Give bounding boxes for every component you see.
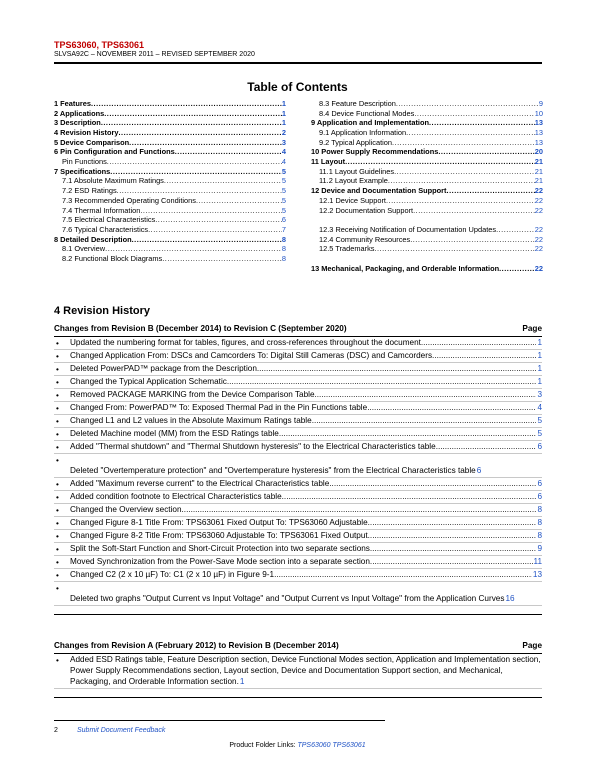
toc-page-link[interactable]: 4	[281, 157, 286, 167]
toc-leader-dots	[110, 167, 282, 177]
revision-item-text: Changed Figure 8-1 Title From: TPS63061 Fixed Output To: TPS63060 Adjustable	[70, 518, 368, 527]
revision-b-heading-row	[54, 640, 542, 654]
revision-item	[54, 363, 542, 376]
revision-item-body	[70, 530, 542, 541]
toc-entry-label: 6 Pin Configuration and Functions	[54, 147, 175, 157]
part-numbers[interactable]: TPS63060, TPS63061	[54, 40, 145, 50]
toc-leader-dots	[388, 176, 535, 186]
revision-page-link[interactable]: 5	[537, 429, 542, 438]
revision-item	[54, 428, 542, 441]
revision-c-heading-row	[54, 323, 542, 337]
toc-leader-dots	[129, 138, 282, 148]
toc-leader-dots	[132, 235, 282, 245]
revision-item-body	[70, 350, 542, 361]
toc-page-link[interactable]: 21	[534, 166, 543, 176]
toc-entry[interactable]	[311, 118, 543, 128]
bullet-icon: •	[56, 545, 59, 554]
toc-entry[interactable]	[54, 186, 286, 196]
revision-item-body	[70, 376, 542, 387]
toc-page-link[interactable]: 3	[281, 137, 286, 147]
toc-leader-dots	[155, 215, 282, 225]
toc-entry-label: 12.1 Device Support	[319, 195, 386, 205]
revision-page-link[interactable]: 8	[537, 505, 542, 514]
toc-page-link[interactable]: 22	[534, 244, 543, 254]
toc-page-link[interactable]: 8	[281, 253, 286, 263]
product-link-tps63061[interactable]: TPS63061	[332, 742, 366, 749]
toc-page-link[interactable]: 13	[534, 118, 543, 128]
toc-leader-dots	[105, 244, 282, 254]
revision-item	[54, 504, 542, 517]
revision-item-text: Deleted two graphs "Output Current vs Input Voltage" and "Output Current vs Input Voltage" from the Application Curves	[70, 594, 505, 603]
toc-entry-label: 11.2 Layout Example	[319, 176, 388, 186]
toc-entry[interactable]	[311, 215, 543, 234]
leader-dots	[370, 543, 537, 554]
revision-item-body	[70, 478, 542, 489]
bullet-icon: •	[56, 404, 59, 413]
revision-item-body	[70, 337, 542, 348]
revision-item	[54, 569, 542, 582]
toc-page-link[interactable]: 5	[281, 176, 286, 186]
toc-entry-label: 8.1 Overview	[62, 244, 106, 254]
leader-dots	[182, 504, 537, 515]
toc-page-link[interactable]: 5	[281, 186, 286, 196]
toc-page-link[interactable]: 7	[281, 224, 286, 234]
toc-page-link[interactable]: 1	[281, 108, 286, 118]
toc-leader-dots	[175, 147, 282, 157]
revision-b-end-rule	[54, 689, 542, 698]
leader-dots	[436, 441, 537, 452]
bullet-icon: •	[56, 493, 59, 502]
revision-item-text: Deleted PowerPAD™ package from the Description	[70, 364, 257, 373]
revision-item-text: Moved Synchronization from the Power-Save Mode section into a separate section	[70, 557, 370, 566]
toc-leader-dots	[394, 167, 535, 177]
toc-entry-label: 1 Features	[54, 98, 91, 108]
toc-page-link[interactable]: 4	[281, 147, 286, 157]
revision-item-text: Changed L1 and L2 values in the Absolute Maximum Ratings table	[70, 416, 312, 425]
toc-entry[interactable]	[311, 147, 543, 157]
toc-leader-dots	[413, 206, 535, 216]
revision-item-text: Deleted Machine model (MM) from the ESD Ratings table	[70, 429, 279, 438]
revision-item-body	[70, 556, 542, 567]
toc-entry[interactable]	[54, 99, 286, 109]
revision-item	[54, 402, 542, 415]
toc-entry-label: 7 Specifications	[54, 166, 111, 176]
revision-item-body	[70, 593, 542, 604]
toc-leader-dots	[386, 196, 535, 206]
toc-entry[interactable]	[311, 99, 543, 109]
revision-page-link[interactable]: 4	[537, 403, 542, 412]
page-column-label: Page	[522, 641, 542, 650]
revision-item	[54, 654, 542, 689]
toc-entry[interactable]	[54, 109, 286, 119]
revision-page-link[interactable]: 8	[537, 518, 542, 527]
toc-leader-dots	[414, 109, 534, 119]
toc-page-link[interactable]: 1	[281, 118, 286, 128]
toc-entry[interactable]	[54, 244, 286, 254]
bullet-icon: •	[56, 558, 59, 567]
toc-leader-dots	[162, 254, 282, 264]
toc-entry[interactable]	[54, 177, 286, 187]
page-number: 2	[54, 727, 58, 734]
toc-entry-label: 9.2 Typical Application	[319, 137, 392, 147]
product-folder-links	[0, 742, 595, 749]
revision-page-link[interactable]: 6	[537, 492, 542, 501]
toc-leader-dots	[392, 138, 535, 148]
toc-page-link[interactable]: 5	[281, 166, 286, 176]
submit-feedback-link[interactable]: Submit Document Feedback	[77, 727, 166, 734]
leader-dots	[274, 569, 532, 580]
leader-dots	[315, 389, 537, 400]
bullet-icon: •	[56, 519, 59, 528]
toc-page-link[interactable]: 13	[534, 128, 543, 138]
toc-entry[interactable]	[54, 254, 286, 264]
toc-entry-label: 4 Revision History	[54, 128, 119, 138]
toc-entry-label: 3 Description	[54, 118, 101, 128]
toc-page-link[interactable]: 22	[534, 186, 543, 196]
toc-page-link[interactable]: 8	[281, 244, 286, 254]
leader-dots	[279, 428, 537, 439]
revision-item-body	[70, 428, 542, 439]
toc-leader-dots	[148, 225, 282, 235]
revision-item-text: Deleted "Overtemperature protection" and "Overtemperature hysteresis" from the Electrical Characteristics table	[70, 466, 476, 475]
revision-item-text: Added "Maximum reverse current" to the Electrical Characteristics table	[70, 479, 330, 488]
revision-item-text: Changed C2 (2 x 10 µF) To: C1 (2 x 10 µF) in Figure 9-1	[70, 570, 275, 579]
revision-page-link[interactable]: 5	[537, 416, 542, 425]
toc-leader-dots	[101, 118, 282, 128]
toc-entry-label: 12.3 Receiving Notification of Documentation Updates	[319, 224, 497, 234]
revision-item-text: Split the Soft-Start Function and Short-Circuit Protection into two separate sections	[70, 544, 370, 553]
revision-item-text: Changed the Overview section	[70, 505, 182, 514]
bullet-icon: •	[56, 584, 59, 593]
revision-c-block	[54, 323, 542, 615]
revision-item	[54, 389, 542, 402]
toc-page-link[interactable]: 2	[281, 128, 286, 138]
toc-page-link[interactable]: 8	[281, 234, 286, 244]
bullet-icon: •	[56, 532, 59, 541]
document-id: SLVSA92C – NOVEMBER 2011 – REVISED SEPTEMBER 2020	[54, 51, 255, 58]
revision-item	[54, 376, 542, 389]
revision-item-body	[70, 465, 542, 476]
revision-item	[54, 582, 542, 606]
revision-item-body	[70, 389, 542, 400]
toc-leader-dots	[429, 118, 535, 128]
revision-item-text: Added "Thermal shutdown" and "Thermal Shutdown hysteresis" to the Electrical Characteristics table	[70, 442, 436, 451]
toc-entry-label: 8.2 Functional Block Diagrams	[62, 253, 163, 263]
revision-item-body	[70, 441, 542, 452]
toc-entry[interactable]	[54, 118, 286, 128]
bullet-icon: •	[56, 571, 59, 580]
toc-right-column	[311, 99, 543, 273]
leader-dots	[329, 478, 536, 489]
revision-page-link[interactable]: 3	[537, 390, 542, 399]
toc-page-link[interactable]: 5	[281, 195, 286, 205]
revision-c-list	[54, 337, 542, 606]
toc-leader-dots	[118, 128, 281, 138]
toc-leader-dots	[117, 186, 282, 196]
revision-item	[54, 415, 542, 428]
leader-dots	[282, 491, 537, 502]
revision-item-body	[70, 517, 542, 528]
leader-dots	[257, 363, 537, 374]
bullet-icon: •	[56, 506, 59, 515]
toc-entry[interactable]	[54, 196, 286, 206]
toc-entry-label: 11.1 Layout Guidelines	[319, 166, 395, 176]
revision-page-link[interactable]: 9	[537, 544, 542, 553]
revision-page-link[interactable]: 6	[537, 479, 542, 488]
revision-item-text: Updated the numbering format for tables, figures, and cross-references throughout the document.	[70, 338, 424, 347]
toc-page-link[interactable]: 5	[281, 205, 286, 215]
leader-dots	[368, 530, 537, 541]
bullet-icon: •	[56, 339, 59, 348]
bullet-icon: •	[56, 378, 59, 387]
revision-item	[54, 556, 542, 569]
revision-item-text: Added condition footnote to Electrical Characteristics table	[70, 492, 282, 501]
toc-entry-label: 12.4 Community Resources	[319, 234, 411, 244]
leader-dots	[434, 350, 536, 361]
toc-entry[interactable]	[54, 206, 286, 216]
toc-leader-dots	[91, 99, 282, 109]
revision-item-body	[70, 415, 542, 426]
bullet-icon: •	[56, 352, 59, 361]
revision-page-link[interactable]: 6	[476, 466, 482, 475]
revision-item	[54, 517, 542, 530]
toc-page-link[interactable]: 13	[534, 137, 543, 147]
toc-entry-label: 5 Device Comparison	[54, 137, 130, 147]
revision-item-body	[70, 491, 542, 502]
revision-item-text: Removed PACKAGE MARKING from the Device Comparison Table	[70, 390, 315, 399]
toc-leader-dots	[140, 206, 282, 216]
toc-entry-label: 8.3 Feature Description	[319, 98, 396, 108]
revision-item	[54, 543, 542, 556]
page-column-label: Page	[522, 324, 542, 333]
toc-entry-label: 8 Detailed Description	[54, 234, 132, 244]
toc-page-link[interactable]: 22	[534, 224, 543, 234]
toc-leader-dots	[104, 109, 282, 119]
revision-item-body	[70, 504, 542, 515]
revision-page-link[interactable]: 8	[537, 531, 542, 540]
revision-page-link[interactable]: 1	[537, 351, 542, 360]
toc-entry[interactable]	[311, 177, 543, 187]
revision-item	[54, 454, 542, 478]
toc-leader-dots	[196, 196, 282, 206]
revision-page-link[interactable]: 11	[533, 557, 542, 566]
toc-entry-label: 9.1 Application Information	[319, 128, 407, 138]
toc-page-link[interactable]: 1	[281, 98, 286, 108]
toc-entry-label: 7.1 Absolute Maximum Ratings	[62, 176, 164, 186]
toc-page-link[interactable]: 22	[534, 195, 543, 205]
revision-item	[54, 441, 542, 454]
toc-leader-dots	[410, 235, 535, 245]
toc-page-link[interactable]: 22	[534, 205, 543, 215]
revision-b-list	[54, 654, 542, 689]
toc-leader-dots	[164, 176, 282, 186]
toc-entry[interactable]	[54, 215, 286, 225]
revision-item-body	[70, 543, 542, 554]
toc-entry-label: 11 Layout	[311, 157, 346, 167]
revision-item-text: Changed the Typical Application Schematic	[70, 377, 227, 386]
toc-entry-label: 10 Power Supply Recommendations	[311, 147, 439, 157]
revision-b-block	[54, 640, 542, 698]
revision-item	[54, 350, 542, 363]
toc-entry-label: 8.4 Device Functional Modes	[319, 108, 415, 118]
toc-leader-dots	[345, 157, 535, 167]
revision-item-text: Changed Application From: DSCs and Camcorders To: Digital Still Cameras (DSC) and Camcorders.	[70, 351, 435, 360]
bullet-icon: •	[56, 480, 59, 489]
toc-page-link[interactable]: 22	[534, 234, 543, 244]
revision-page-link[interactable]: 1	[537, 338, 542, 347]
toc-entry-label: 7.3 Recommended Operating Conditions	[62, 195, 196, 205]
toc-leader-dots	[374, 244, 534, 254]
product-folder-label: Product Folder Links:	[229, 742, 296, 749]
revision-item-text: Changed Figure 8-2 Title From: TPS63060 Adjustable To: TPS63061 Fixed Output	[70, 531, 368, 540]
toc-entry[interactable]	[54, 167, 286, 177]
header-rule	[54, 62, 542, 64]
toc-entry[interactable]	[311, 254, 543, 273]
leader-dots	[423, 337, 536, 348]
toc-entry[interactable]	[54, 128, 286, 138]
bullet-icon: •	[56, 456, 59, 465]
toc-leader-dots	[438, 147, 534, 157]
toc-entry-label: 12.5 Trademarks	[319, 244, 375, 254]
revision-item-body	[70, 402, 542, 413]
bullet-icon: •	[56, 430, 59, 439]
revision-item-body	[70, 569, 542, 580]
toc-entry-label: 9 Application and Implementation	[311, 118, 429, 128]
toc-entry-label: Pin Functions	[62, 157, 107, 167]
revision-item	[54, 491, 542, 504]
bullet-icon: •	[56, 656, 59, 665]
toc-leader-dots	[447, 186, 535, 196]
footer-rule	[54, 720, 385, 721]
revision-page-link[interactable]: 1	[537, 364, 542, 373]
toc-entry[interactable]	[311, 244, 543, 254]
toc-entry[interactable]	[311, 206, 543, 216]
revision-item-text: Changed From: PowerPAD™ To: Exposed Thermal Pad in the Pin Functions table	[70, 403, 368, 412]
product-link-tps63060[interactable]: TPS63060	[297, 742, 331, 749]
revision-item	[54, 337, 542, 350]
leader-dots	[368, 517, 537, 528]
toc-page-link[interactable]: 9	[538, 98, 543, 108]
toc-entry[interactable]	[311, 138, 543, 148]
toc-leader-dots	[406, 128, 535, 138]
bullet-icon: •	[56, 365, 59, 374]
toc-left-column	[54, 99, 286, 264]
toc-entry[interactable]	[311, 186, 543, 196]
toc-entry-label: 7.4 Thermal Information	[62, 205, 141, 215]
toc-entry[interactable]	[311, 196, 543, 206]
toc-entry[interactable]	[311, 128, 543, 138]
toc-entry-label: 13 Mechanical, Packaging, and Orderable Information	[311, 263, 500, 273]
revision-c-heading: Changes from Revision B (December 2014) to Revision C (September 2020)	[54, 324, 347, 333]
toc-entry[interactable]	[54, 138, 286, 148]
toc-leader-dots	[499, 264, 535, 274]
revision-item-text: Added ESD Ratings table, Feature Description section, Device Functional Modes section, Application and Implementation section, Power Supply Recommendations section, Layout section, Device and Documentation Support section, and Mechanical, Packaging, and Orderable Information section.	[70, 655, 541, 686]
toc-entry[interactable]	[54, 147, 286, 157]
toc-entry[interactable]	[311, 167, 543, 177]
leader-dots	[227, 376, 537, 387]
toc-entry-label: 12 Device and Documentation Support	[311, 186, 447, 196]
revision-page-link[interactable]: 1	[537, 377, 542, 386]
toc-entry[interactable]	[311, 157, 543, 167]
toc-page-link[interactable]: 22	[534, 263, 543, 273]
toc-entry[interactable]	[54, 235, 286, 245]
revision-page-link[interactable]: 1	[239, 677, 245, 686]
toc-title: Table of Contents	[247, 80, 348, 94]
toc-page-link[interactable]: 10	[534, 108, 543, 118]
revision-item-body	[70, 654, 542, 687]
leader-dots	[370, 556, 533, 567]
toc-leader-dots	[107, 157, 282, 167]
revision-page-link[interactable]: 16	[505, 594, 515, 603]
toc-page-link[interactable]: 21	[534, 157, 543, 167]
bullet-icon: •	[56, 417, 59, 426]
toc-entry[interactable]	[54, 157, 286, 167]
bullet-icon: •	[56, 391, 59, 400]
toc-entry-label: 7.5 Electrical Characteristics	[62, 215, 156, 225]
toc-entry-label: 12.2 Documentation Support	[319, 205, 414, 215]
revision-c-end-rule	[54, 606, 542, 615]
toc-entry-label: 7.6 Typical Characteristics	[62, 224, 149, 234]
toc-entry-label: 7.2 ESD Ratings	[62, 186, 117, 196]
toc-entry-label: 2 Applications	[54, 108, 105, 118]
toc-leader-dots	[396, 99, 539, 109]
toc-page-link[interactable]: 6	[281, 215, 286, 225]
revision-item	[54, 530, 542, 543]
revision-item	[54, 478, 542, 491]
revision-history-title: 4 Revision History	[54, 305, 150, 317]
toc-entry[interactable]	[54, 225, 286, 235]
bullet-icon: •	[56, 443, 59, 452]
toc-leader-dots	[496, 225, 535, 235]
toc-entry[interactable]	[311, 109, 543, 119]
leader-dots	[312, 415, 537, 426]
toc-entry[interactable]	[311, 235, 543, 245]
revision-b-heading: Changes from Revision A (February 2012) to Revision B (December 2014)	[54, 641, 339, 650]
revision-page-link[interactable]: 13	[532, 570, 542, 579]
revision-item-body	[70, 363, 542, 374]
toc-page-link[interactable]: 21	[534, 176, 543, 186]
toc-page-link[interactable]: 20	[534, 147, 543, 157]
revision-page-link[interactable]: 6	[537, 442, 542, 451]
leader-dots	[367, 402, 536, 413]
